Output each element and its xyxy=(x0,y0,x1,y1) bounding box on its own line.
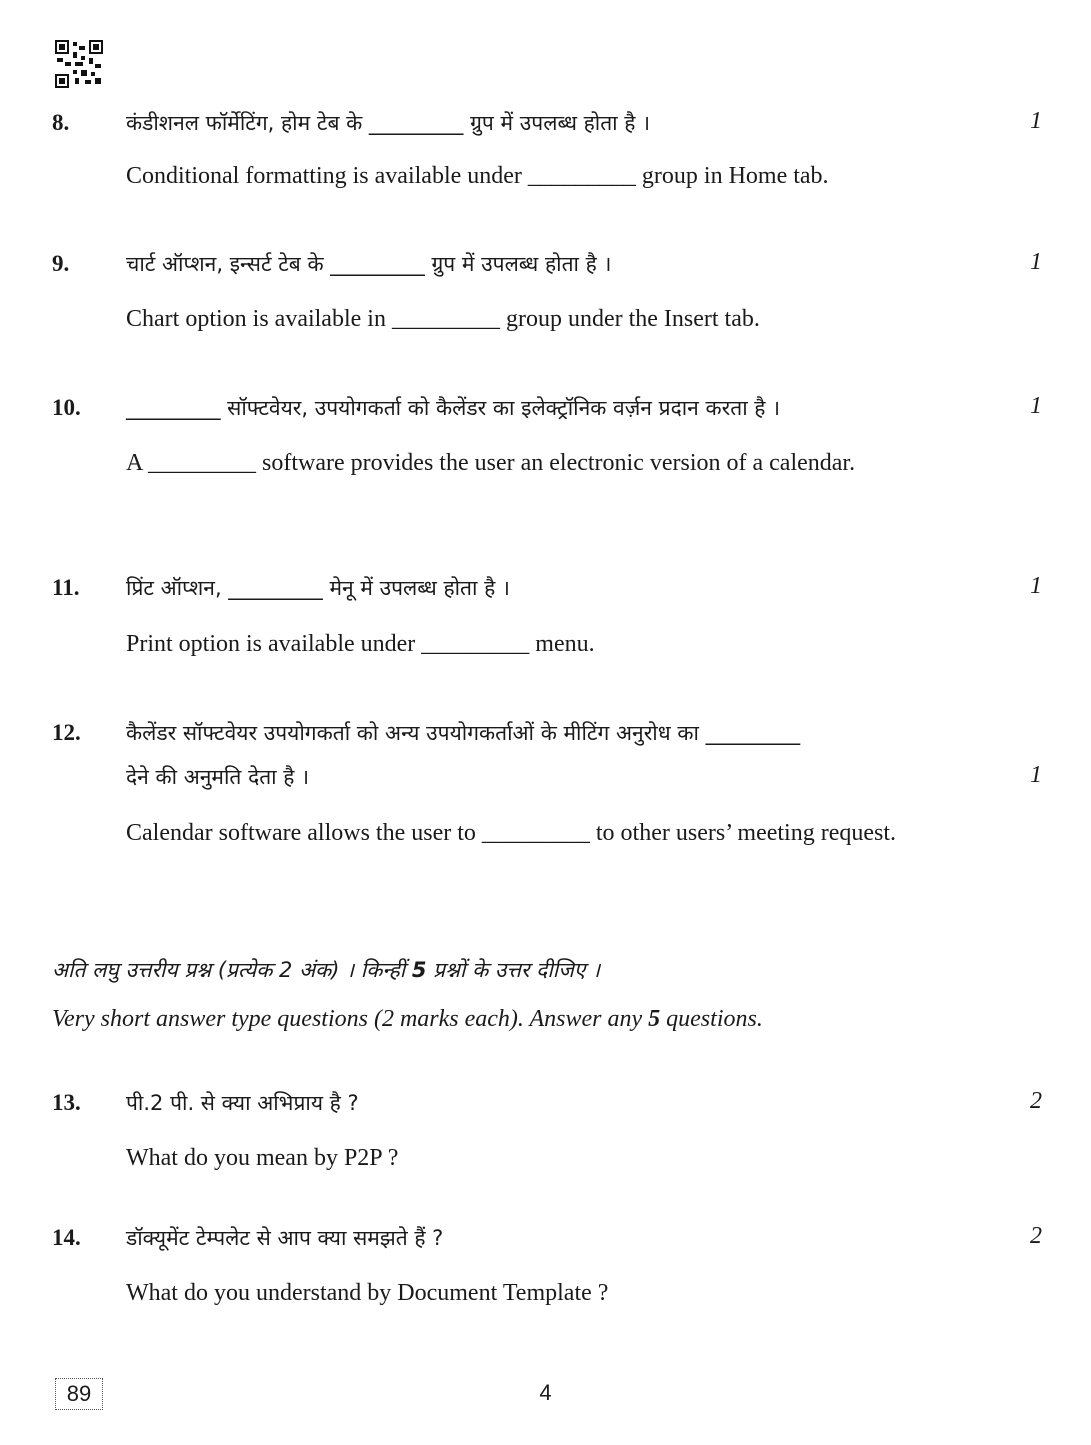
question-text-hindi: पी.2 पी. से क्या अभिप्राय है ? xyxy=(126,1091,359,1115)
question-text-english: Conditional formatting is available under _________ group in Home tab. xyxy=(126,163,829,189)
question-text-hindi: चार्ट ऑप्शन, इन्सर्ट टेब के _________ ग्रुप में उपलब्ध होता है । xyxy=(126,252,612,276)
question-number: 13. xyxy=(52,1090,81,1115)
qr-code-icon xyxy=(55,40,103,88)
question-number: 11. xyxy=(52,575,80,600)
question-text-hindi-line2: देने की अनुमति देता है । xyxy=(126,765,310,789)
question-marks: 1 xyxy=(1030,573,1042,599)
question-number: 12. xyxy=(52,720,81,745)
question-text-hindi: कंडीशनल फॉर्मेटिंग, होम टेब के _________ ग्रुप में उपलब्ध होता है । xyxy=(126,111,651,135)
question-text-english: A _________ software provides the user an electronic version of a calendar. xyxy=(126,450,856,476)
question-text-english: Chart option is available in _________ group under the Insert tab. xyxy=(126,306,760,332)
question-marks: 2 xyxy=(1030,1223,1042,1249)
paper-code: 89 xyxy=(55,1378,103,1410)
question-marks: 1 xyxy=(1030,762,1042,788)
question-text-english: Calendar software allows the user to _________ to other users’ meeting request. xyxy=(126,820,897,846)
section-instructions xyxy=(52,952,1042,1036)
question-text-english: What do you understand by Document Template ? xyxy=(126,1280,609,1306)
question-marks: 1 xyxy=(1030,249,1042,275)
question-text-hindi: प्रिंट ऑप्शन, _________ मेनू में उपलब्ध होता है । xyxy=(126,576,510,600)
question-text-english: What do you mean by P2P ? xyxy=(126,1145,399,1171)
question-number: 10. xyxy=(52,395,81,420)
section-instructions-hindi: अति लघु उत्तरीय प्रश्न (प्रत्येक 2 अंक) । किन्हीं 5 प्रश्नों के उत्तर दीजिए । xyxy=(52,958,601,982)
question-text-hindi: _________ सॉफ्टवेयर, उपयोगकर्ता को कैलेंडर का इलेक्ट्रॉनिक वर्ज़न प्रदान करता है । xyxy=(126,396,781,420)
question-text-hindi: डॉक्यूमेंट टेम्पलेट से आप क्या समझते हैं ? xyxy=(126,1226,444,1250)
question-marks: 1 xyxy=(1030,108,1042,134)
question-marks: 1 xyxy=(1030,393,1042,419)
question-text-hindi: कैलेंडर सॉफ्टवेयर उपयोगकर्ता को अन्य उपयोगकर्ताओं के मीटिंग अनुरोध का _________ xyxy=(126,721,801,745)
question-number: 9. xyxy=(52,251,70,276)
section-instructions-english: Very short answer type questions (2 marks each). Answer any 5 questions. xyxy=(52,1006,763,1032)
question-text-english: Print option is available under _________ menu. xyxy=(126,631,595,657)
question-number: 14. xyxy=(52,1225,81,1250)
page-number: 4 xyxy=(539,1380,552,1405)
question-number: 8. xyxy=(52,110,70,135)
question-marks: 2 xyxy=(1030,1088,1042,1114)
